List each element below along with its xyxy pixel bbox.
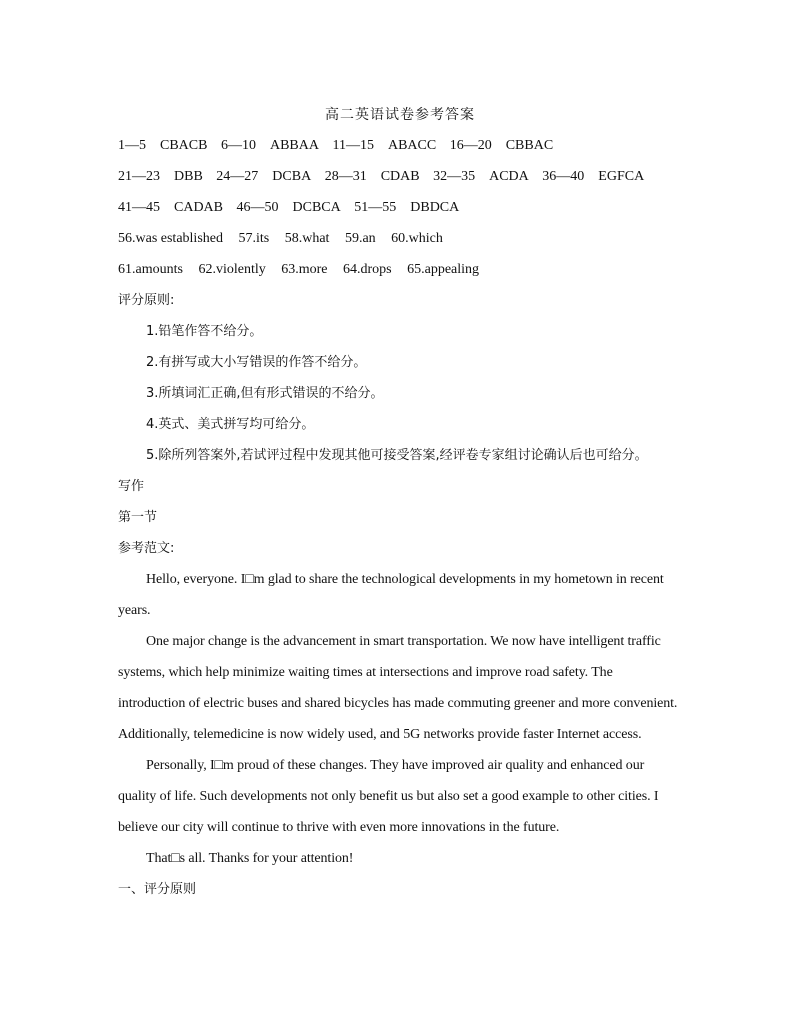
answer-range: 24—27 xyxy=(216,169,259,184)
answer-key: ACDA xyxy=(489,169,529,184)
scoring-heading: 评分原则: xyxy=(118,293,175,308)
essay-line: Additionally, telemedicine is now widely used, and 5G networks provide faster Internet access. xyxy=(118,727,642,742)
essay-line: introduction of electric buses and shared bicycles has made commuting greener and more convenient. xyxy=(118,696,678,711)
answer-range: 21—23 xyxy=(118,169,160,184)
answer-key: DBDCA xyxy=(410,200,460,215)
page-title: 高二英语试卷参考答案 xyxy=(325,107,475,123)
answer-key: CBACB xyxy=(160,138,208,153)
answer-key: DBB xyxy=(174,169,203,184)
sample-heading: 参考范文: xyxy=(118,541,175,556)
answer-key: DCBCA xyxy=(292,200,341,215)
answer-range: 6—10 xyxy=(220,138,256,153)
section-heading: 第一节 xyxy=(118,510,158,525)
fill-in-row-2 xyxy=(118,261,491,279)
fill-in-row-1 xyxy=(118,230,455,248)
essay-line: Personally, I□m proud of these changes. They have improved air quality and enhanced our xyxy=(146,758,645,773)
fill-in-answer: 60.which xyxy=(391,231,443,246)
essay-line: That□s all. Thanks for your attention! xyxy=(146,851,354,866)
answer-range: 11—15 xyxy=(332,138,374,153)
scoring-rule: 1.铅笔作答不给分。 xyxy=(146,324,263,339)
fill-in-answer: 59.an xyxy=(344,231,376,246)
answer-row-2 xyxy=(118,168,654,186)
writing-heading: 写作 xyxy=(118,479,145,494)
essay-line: One major change is the advancement in smart transportation. We now have intelligent traffic xyxy=(146,634,661,649)
essay-line: years. xyxy=(118,603,151,618)
answer-range: 1—5 xyxy=(118,138,146,153)
fill-in-answer: 63.more xyxy=(281,262,328,277)
answer-key: CBBAC xyxy=(505,138,554,153)
answer-key: CADAB xyxy=(174,200,224,215)
fill-in-answer: 61.amounts xyxy=(118,262,183,277)
answer-range: 16—20 xyxy=(449,138,492,153)
fill-in-answer: 62.violently xyxy=(198,262,266,277)
answer-key: CDAB xyxy=(380,169,420,184)
answer-key: ABACC xyxy=(387,138,437,153)
essay-line: Hello, everyone. I□m glad to share the technological developments in my hometown in recent xyxy=(146,572,664,587)
essay-line: systems, which help minimize waiting times at intersections and improve road safety. The xyxy=(118,665,613,680)
answer-range: 32—35 xyxy=(433,169,476,184)
scoring-rule: 3.所填词汇正确,但有形式错误的不给分。 xyxy=(146,386,384,401)
answer-key: ABBAA xyxy=(269,138,319,153)
scoring-rule: 4.英式、美式拼写均可给分。 xyxy=(146,417,315,432)
essay-line: quality of life. Such developments not only benefit us but also set a good example to other cities. I xyxy=(118,789,659,804)
essay-line: believe our city will continue to thrive with even more innovations in the future. xyxy=(118,820,560,835)
answer-range: 28—31 xyxy=(324,169,367,184)
fill-in-answer: 65.appealing xyxy=(407,262,480,277)
fill-in-answer: 64.drops xyxy=(343,262,392,277)
answer-range: 36—40 xyxy=(542,169,585,184)
answer-row-3 xyxy=(118,199,469,217)
fill-in-answer: 57.its xyxy=(238,231,270,246)
fill-in-answer: 56.was established xyxy=(118,231,223,246)
final-heading: 一、评分原则 xyxy=(118,882,197,897)
scoring-rule: 5.除所列答案外,若试评过程中发现其他可接受答案,经评卷专家组讨论确认后也可给分。 xyxy=(146,448,648,463)
answer-row-1 xyxy=(118,137,563,155)
answer-key: DCBA xyxy=(272,169,312,184)
answer-range: 51—55 xyxy=(354,200,397,215)
answer-range: 41—45 xyxy=(118,200,160,215)
answer-range: 46—50 xyxy=(236,200,279,215)
fill-in-answer: 58.what xyxy=(284,231,330,246)
answer-key: EGFCA xyxy=(598,169,645,184)
scoring-rule: 2.有拼写或大小写错误的作答不给分。 xyxy=(146,355,367,370)
